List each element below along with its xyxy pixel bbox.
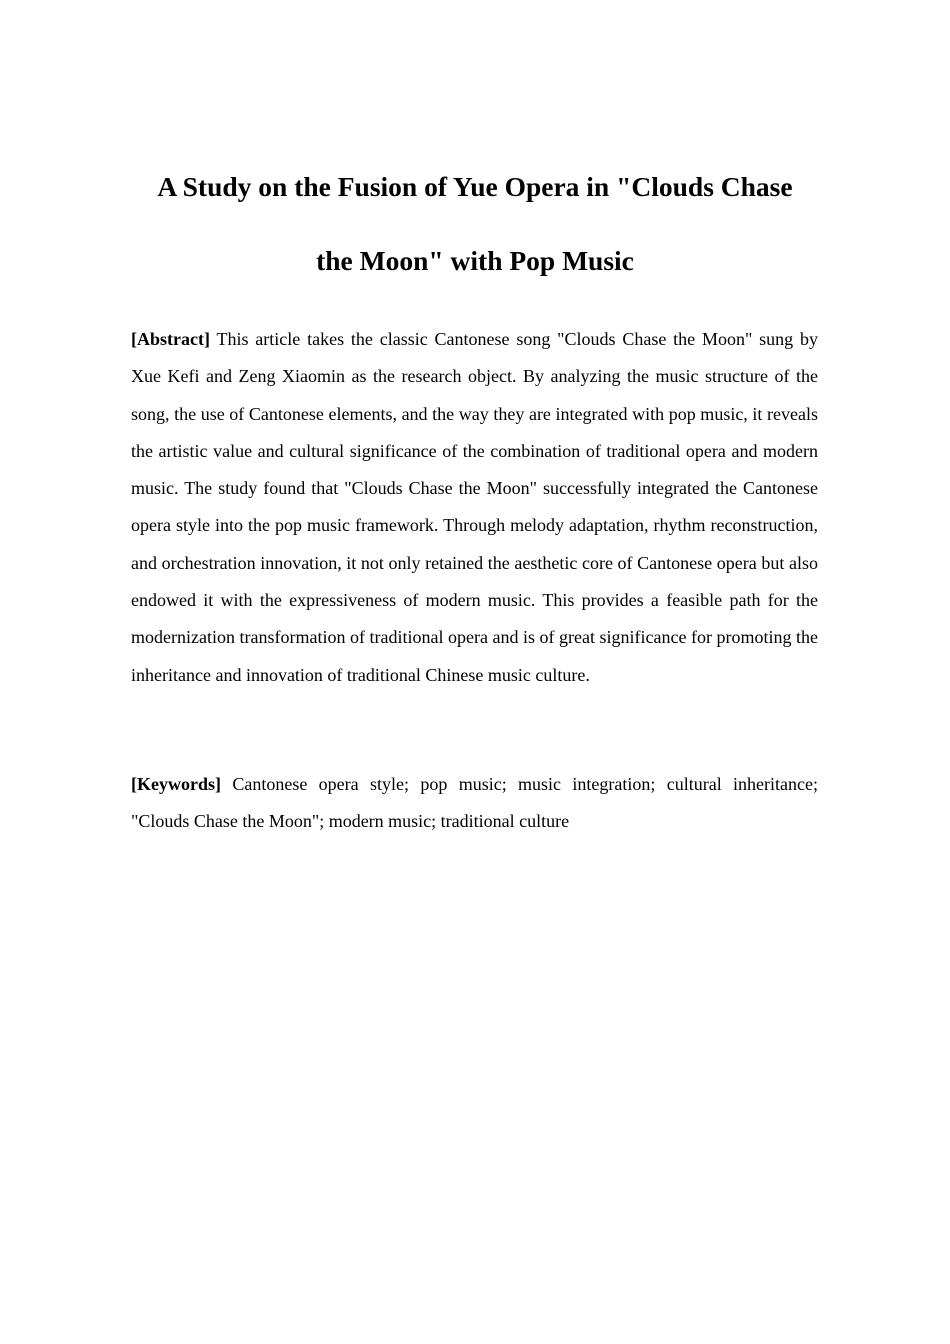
keywords-label: [Keywords] <box>131 774 221 794</box>
keywords-paragraph <box>131 766 818 841</box>
abstract-label: [Abstract] <box>131 329 210 349</box>
paper-title <box>100 150 850 298</box>
keywords-text: Cantonese opera style; pop music; music integration; cultural inheritance; "Clouds Chase the Moon"; modern music; traditional culture <box>131 774 818 832</box>
abstract-paragraph <box>131 321 818 694</box>
paper-title-line-2: the Moon" with Pop Music <box>316 245 634 276</box>
abstract-text: This article takes the classic Cantonese song "Clouds Chase the Moon" sung by Xue Kefi and Zeng Xiaomin as the research object. By analyzing the music structure of the song, the use of Cantonese elements, and the way they are integrated with pop music, it reveals the artistic value and cultural significance of the combination of traditional opera and modern music. The study found that "Clouds Chase the Moon" successfully integrated the Cantonese opera style into the pop music framework. Through melody adaptation, rhythm reconstruction, and orchestration innovation, it not only retained the aesthetic core of Cantonese opera but also endowed it with the expressiveness of modern music. This provides a feasible path for the modernization transformation of traditional opera and is of great significance for promoting the inheritance and innovation of traditional Chinese music culture. <box>131 329 818 685</box>
paper-title-line-1: A Study on the Fusion of Yue Opera in "Clouds Chase <box>157 171 793 202</box>
